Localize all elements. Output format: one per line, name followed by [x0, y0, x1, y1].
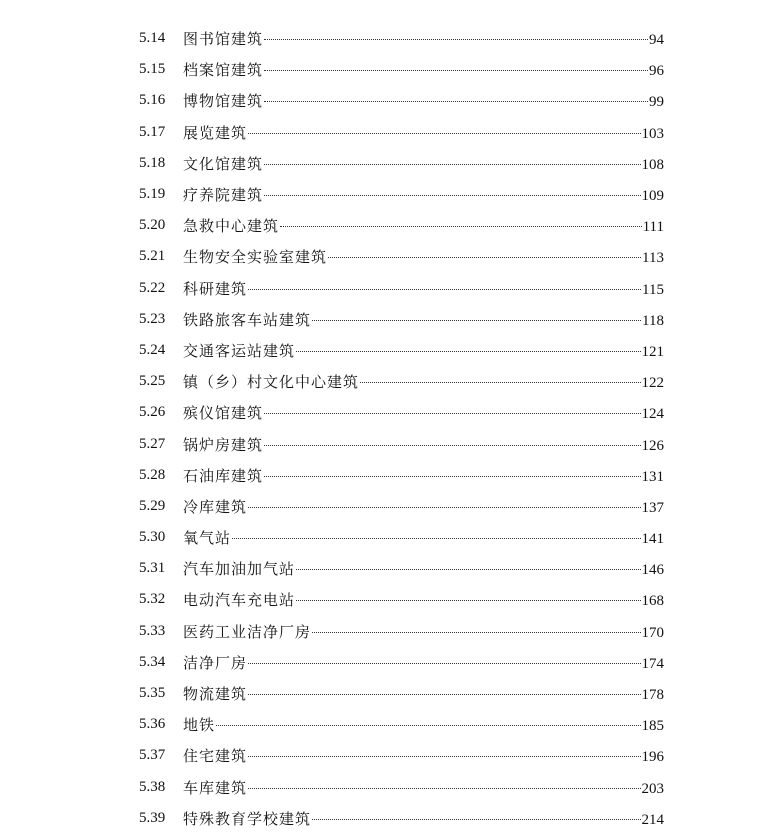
toc-entry[interactable]	[0, 397, 779, 428]
toc-entry-title: 氧气站	[183, 529, 232, 548]
toc-entry-number: 5.28	[139, 466, 166, 483]
toc-entry-line	[183, 777, 664, 798]
toc-entry-line	[183, 184, 664, 205]
toc-entry-line	[183, 59, 664, 80]
toc-entry-title: 车库建筑	[183, 778, 248, 797]
toc-entry-number: 5.15	[139, 61, 166, 78]
toc-entry-title: 特殊教育学校建筑	[183, 809, 312, 828]
toc-entry-title: 冷库建筑	[183, 497, 248, 516]
dot-leader	[296, 351, 640, 352]
toc-entry-page: 113	[642, 250, 664, 267]
dot-leader	[248, 133, 640, 134]
toc-entry-number: 5.35	[139, 685, 166, 702]
toc-entry-number: 5.36	[139, 716, 166, 733]
toc-entry-line	[183, 402, 664, 423]
toc-entry-line	[183, 808, 664, 829]
dot-leader	[248, 289, 641, 290]
toc-entry-page: 168	[641, 593, 664, 610]
toc-entry[interactable]	[0, 616, 779, 647]
toc-entry-line	[183, 434, 664, 455]
dot-leader	[296, 569, 640, 570]
toc-entry-number: 5.30	[139, 529, 166, 546]
toc-entry-number: 5.26	[139, 404, 166, 421]
toc-entry-number: 5.22	[139, 279, 166, 296]
toc-entry-page: 124	[641, 406, 664, 423]
toc-entry[interactable]	[0, 647, 779, 678]
toc-entry-page: 178	[641, 687, 664, 704]
toc-entry-page: 96	[649, 63, 664, 80]
toc-entry[interactable]	[0, 148, 779, 179]
table-of-contents	[0, 23, 779, 834]
dot-leader	[264, 195, 640, 196]
toc-entry[interactable]	[0, 460, 779, 491]
toc-entry-title: 档案馆建筑	[183, 61, 264, 80]
toc-entry-number: 5.19	[139, 186, 166, 203]
toc-entry[interactable]	[0, 772, 779, 803]
dot-leader	[216, 725, 640, 726]
dot-leader	[248, 788, 640, 789]
toc-entry[interactable]	[0, 54, 779, 85]
toc-entry-number: 5.39	[139, 809, 166, 826]
toc-entry[interactable]	[0, 709, 779, 740]
toc-entry-line	[183, 153, 664, 174]
toc-entry[interactable]	[0, 803, 779, 834]
toc-entry-page: 118	[642, 312, 664, 329]
toc-entry-title: 医药工业洁净厂房	[183, 622, 312, 641]
toc-entry[interactable]	[0, 117, 779, 148]
toc-entry[interactable]	[0, 273, 779, 304]
toc-entry-title: 科研建筑	[183, 279, 248, 298]
toc-entry-page: 170	[641, 624, 664, 641]
toc-entry-number: 5.37	[139, 747, 166, 764]
toc-entry-number: 5.29	[139, 497, 166, 514]
toc-entry-line	[183, 652, 664, 673]
toc-entry[interactable]	[0, 179, 779, 210]
toc-entry-line	[183, 122, 664, 143]
toc-entry-page: 115	[642, 281, 664, 298]
toc-entry-title: 博物馆建筑	[183, 92, 264, 111]
toc-entry-number: 5.33	[139, 622, 166, 639]
toc-entry-title: 殡仪馆建筑	[183, 404, 264, 423]
toc-entry[interactable]	[0, 553, 779, 584]
toc-entry-line	[183, 683, 664, 704]
toc-entry[interactable]	[0, 584, 779, 615]
toc-entry[interactable]	[0, 23, 779, 54]
toc-entry-title: 锅炉房建筑	[183, 435, 264, 454]
toc-entry[interactable]	[0, 428, 779, 459]
toc-entry-page: 203	[641, 780, 664, 797]
toc-entry-number: 5.18	[139, 154, 166, 171]
toc-entry-page: 99	[649, 94, 664, 111]
dot-leader	[296, 600, 640, 601]
toc-entry-line	[183, 621, 664, 642]
dot-leader	[232, 538, 640, 539]
toc-entry-line	[183, 496, 664, 517]
toc-entry-line	[183, 215, 664, 236]
toc-entry-title: 镇（乡）村文化中心建筑	[183, 373, 360, 392]
toc-entry-title: 洁净厂房	[183, 653, 248, 672]
toc-entry[interactable]	[0, 210, 779, 241]
toc-entry-number: 5.27	[139, 435, 166, 452]
dot-leader	[360, 382, 640, 383]
dot-leader	[264, 70, 648, 71]
toc-entry-number: 5.23	[139, 310, 166, 327]
dot-leader	[328, 257, 641, 258]
toc-entry-number: 5.16	[139, 92, 166, 109]
toc-entry-number: 5.21	[139, 248, 166, 265]
toc-entry[interactable]	[0, 335, 779, 366]
toc-entry-line	[183, 527, 664, 548]
toc-entry-line	[183, 278, 664, 299]
toc-entry-line	[183, 90, 664, 111]
toc-entry[interactable]	[0, 491, 779, 522]
dot-leader	[312, 320, 641, 321]
toc-entry-page: 137	[641, 499, 664, 516]
toc-entry-line	[183, 714, 664, 735]
toc-entry-number: 5.14	[139, 30, 166, 47]
dot-leader	[248, 694, 640, 695]
toc-entry-page: 126	[641, 437, 664, 454]
toc-entry-title: 石油库建筑	[183, 466, 264, 485]
toc-entry-page: 121	[641, 343, 664, 360]
toc-entry-title: 文化馆建筑	[183, 154, 264, 173]
toc-entry-title: 生物安全实验室建筑	[183, 248, 328, 267]
toc-entry-title: 住宅建筑	[183, 747, 248, 766]
toc-entry-line	[183, 28, 664, 49]
toc-entry-page: 214	[641, 811, 664, 828]
toc-entry-title: 疗养院建筑	[183, 186, 264, 205]
toc-entry[interactable]	[0, 678, 779, 709]
toc-entry-page: 185	[641, 718, 664, 735]
dot-leader	[264, 39, 648, 40]
toc-entry-title: 地铁	[183, 716, 216, 735]
toc-entry-line	[183, 589, 664, 610]
toc-entry-page: 146	[641, 562, 664, 579]
toc-entry-title: 图书馆建筑	[183, 30, 264, 49]
dot-leader	[312, 819, 640, 820]
toc-entry-number: 5.25	[139, 373, 166, 390]
toc-entry-line	[183, 340, 664, 361]
dot-leader	[248, 663, 640, 664]
dot-leader	[264, 101, 648, 102]
toc-entry-number: 5.32	[139, 591, 166, 608]
toc-entry-title: 电动汽车充电站	[183, 591, 296, 610]
toc-entry[interactable]	[0, 366, 779, 397]
toc-entry[interactable]	[0, 304, 779, 335]
toc-entry[interactable]	[0, 740, 779, 771]
toc-entry-line	[183, 246, 664, 267]
dot-leader	[280, 226, 642, 227]
toc-entry-page: 196	[641, 749, 664, 766]
toc-entry-line	[183, 371, 664, 392]
toc-entry-title: 展览建筑	[183, 123, 248, 142]
dot-leader	[248, 756, 640, 757]
toc-entry-number: 5.17	[139, 123, 166, 140]
toc-entry-number: 5.34	[139, 653, 166, 670]
toc-entry-number: 5.20	[139, 217, 166, 234]
toc-entry-line	[183, 745, 664, 766]
toc-entry-title: 铁路旅客车站建筑	[183, 310, 312, 329]
toc-entry[interactable]	[0, 85, 779, 116]
toc-entry-page: 109	[641, 188, 664, 205]
dot-leader	[264, 445, 640, 446]
dot-leader	[264, 164, 640, 165]
toc-entry-number: 5.24	[139, 341, 166, 358]
toc-entry-page: 141	[641, 531, 664, 548]
toc-entry[interactable]	[0, 241, 779, 272]
toc-entry-line	[183, 465, 664, 486]
toc-entry-page: 111	[642, 219, 664, 236]
toc-entry-page: 108	[641, 156, 664, 173]
toc-entry-page: 94	[649, 32, 664, 49]
toc-entry-title: 物流建筑	[183, 685, 248, 704]
dot-leader	[248, 507, 640, 508]
toc-entry-number: 5.31	[139, 560, 166, 577]
toc-entry[interactable]	[0, 522, 779, 553]
toc-entry-title: 交通客运站建筑	[183, 341, 296, 360]
toc-entry-page: 103	[641, 125, 664, 142]
toc-entry-line	[183, 558, 664, 579]
toc-entry-title: 汽车加油加气站	[183, 560, 296, 579]
toc-entry-line	[183, 309, 664, 330]
dot-leader	[264, 413, 640, 414]
toc-entry-page: 174	[641, 655, 664, 672]
toc-entry-page: 131	[641, 468, 664, 485]
toc-entry-number: 5.38	[139, 778, 166, 795]
toc-entry-title: 急救中心建筑	[183, 217, 280, 236]
toc-entry-page: 122	[641, 375, 664, 392]
dot-leader	[264, 476, 640, 477]
dot-leader	[312, 632, 640, 633]
